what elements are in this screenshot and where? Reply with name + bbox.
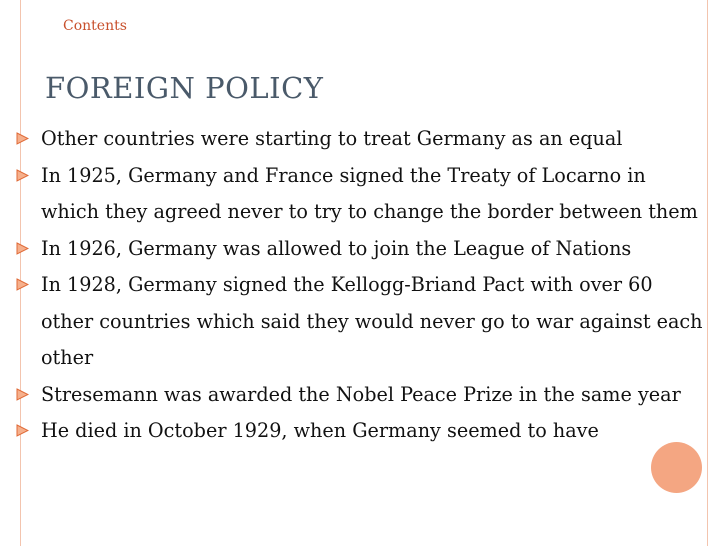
bullet-item — [0, 377, 705, 414]
triangle-bullet-icon — [16, 388, 29, 401]
bullet-text: In 1926, Germany was allowed to join the League of Nations — [41, 236, 632, 260]
contents-link[interactable]: Contents — [63, 18, 127, 34]
triangle-bullet-icon — [16, 132, 29, 145]
circle-decoration — [651, 442, 702, 493]
bullet-text: In 1925, Germany and France signed the Treaty of Locarno in which they agreed never to try to change the border between them — [41, 163, 698, 223]
slide-title: FOREIGN POLICY — [45, 71, 324, 105]
triangle-bullet-icon — [16, 242, 29, 255]
bullet-item — [0, 413, 705, 450]
bullet-list — [0, 121, 728, 450]
triangle-bullet-icon — [16, 278, 29, 291]
bullet-item — [0, 121, 705, 158]
bullet-text: Stresemann was awarded the Nobel Peace Prize in the same year — [41, 382, 681, 406]
bullet-text: In 1928, Germany signed the Kellogg-Briand Pact with over 60 other countries which said they would never go to war against each other — [41, 273, 703, 369]
triangle-bullet-icon — [16, 169, 29, 182]
bullet-text: He died in October 1929, when Germany seemed to have — [41, 419, 599, 442]
bullet-item — [0, 158, 705, 231]
bullet-text: Other countries were starting to treat Germany as an equal — [41, 127, 623, 150]
triangle-bullet-icon — [16, 424, 29, 437]
bullet-item — [0, 267, 705, 377]
bullet-item — [0, 231, 705, 268]
